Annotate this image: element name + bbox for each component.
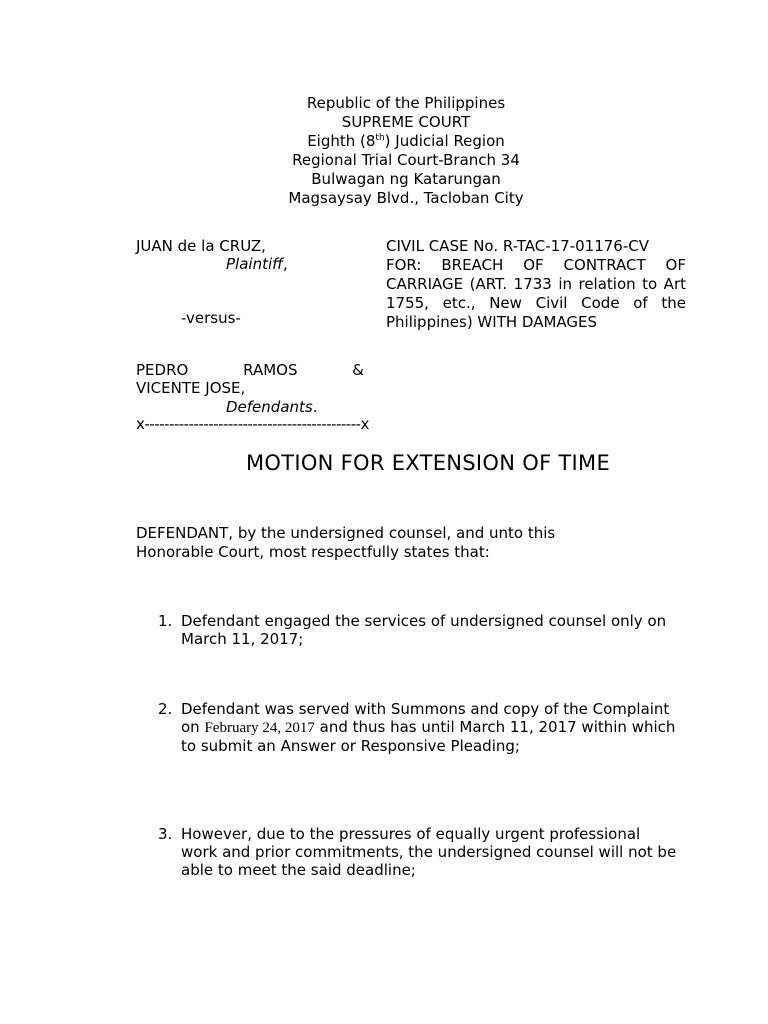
defendants-role-punct: . [312,398,318,416]
defendants-line-2: VICENTE JOSE, [136,379,246,397]
defendant-word: & [352,361,364,379]
motion-title: MOTION FOR EXTENSION OF TIME [245,451,611,475]
list-item-text-before: Defendant was served with Summons and copy of the Complaint on [181,700,670,736]
list-item-number: 3. [158,825,173,843]
list-item-text-after: and thus has until March 11, 2017 within which to submit an Answer or Responsive Pleading; [181,718,676,755]
defendant-word: RAMOS [243,361,298,379]
header-supreme-court: SUPREME COURT [341,113,471,131]
defendants-role-line [226,398,318,416]
header-region-sup: th [375,133,385,143]
list-item [158,612,678,648]
defendants-role: Defendants [226,398,313,416]
header-hall: Bulwagan ng Katarungan [311,170,501,188]
case-info-block [386,237,686,332]
plaintiff-role-punct: , [282,255,288,273]
header-judicial-region [0,132,768,151]
plaintiff-role-line [136,255,364,273]
versus-label: -versus- [181,309,241,327]
header-address: Magsaysay Blvd., Tacloban City [288,189,524,207]
plaintiff-name: JUAN de la CRUZ, [136,237,266,255]
header-region-prefix: Eighth (8 [307,132,376,150]
plaintiff-block [136,237,364,273]
service-date: February 24, 2017 [204,720,315,736]
header-region-suffix: ) Judicial Region [384,132,505,150]
list-item [158,700,678,755]
defendants-line-1 [136,361,364,379]
list-item-text: Defendant engaged the services of undersigned counsel only on March 11, 2017; [181,612,667,648]
header-branch: Regional Trial Court-Branch 34 [292,151,520,169]
list-item-text [181,700,678,755]
list-item-number: 2. [158,700,173,718]
plaintiff-role: Plaintiff [226,255,283,273]
intro-paragraph: DEFENDANT, by the undersigned counsel, and unto this Honorable Court, most respectfully states that: [136,524,556,561]
defendants-block [136,361,364,397]
caption-divider: x--------------------------------------------x [136,415,369,433]
case-subject: FOR: BREACH OF CONTRACT OF CARRIAGE (ART. 1733 in relation to Art 1755, etc., New Civil Code of the Philippines) WITH DAMAGES [386,256,686,331]
list-item-number: 1. [158,612,173,630]
court-header [0,94,768,208]
header-republic: Republic of the Philippines [306,94,506,112]
list-item [158,825,678,879]
list-item-text: However, due to the pressures of equally urgent professional work and prior commitments, the undersigned counsel will not be able to meet the said deadline; [181,825,677,879]
case-number: CIVIL CASE No. R-TAC-17-01176-CV [386,237,649,255]
defendant-word: PEDRO [136,361,189,379]
